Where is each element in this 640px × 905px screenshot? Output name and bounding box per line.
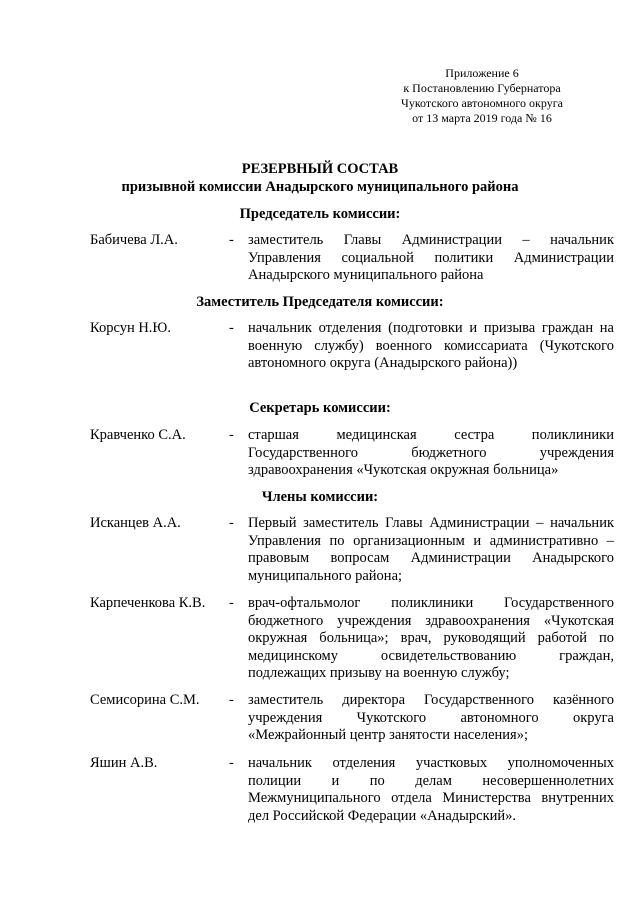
list-item [90,320,614,373]
member-position: старшая медицинская сестра поликлиники Государственного бюджетного учреждения здравоохранения «Чукотская окружная больница» [248,427,614,478]
member-position: врач-офтальмолог поликлиники Государственного бюджетного учреждения здравоохранения «Чукотская окружная больница»; врач, руководящий работой по медицинскому освидетельствованию граждан, подлежащих призыву на военную службу; [248,595,614,681]
member-position: начальник отделения (подготовки и призыва граждан на военную службу) военного комиссариата (Чукотского автономного округа (Анадырского района)) [248,320,614,371]
list-item [90,595,614,683]
list-item [90,755,614,825]
section-heading-members: Члены комиссии: [261,489,379,505]
separator-dash: - [229,232,234,248]
list-item [90,427,614,480]
list-item [90,692,614,745]
member-name: Карпеченкова К.В. [90,595,206,611]
annex-line-2: к Постановлению Губернатора [403,81,561,95]
member-position: заместитель директора Государственного казённого учреждения Чукотского автономного округа «Межрайонный центр занятости населения»; [248,692,614,743]
list-item [90,515,614,585]
member-position: заместитель Главы Администрации – начальник Управления социальной политики Администрации Анадырского муниципального района [248,232,614,283]
annex-block [352,66,612,126]
member-position: Первый заместитель Главы Администрации – начальник Управления по организационным и административно – правовым вопросам Администрации Анадырского муниципального района; [248,515,614,584]
annex-line-1: Приложение 6 [445,66,519,80]
section-heading-chairman: Председатель комиссии: [239,206,401,222]
section-heading-deputy: Заместитель Председателя комиссии: [196,294,444,310]
section-heading-secretary: Секретарь комиссии: [249,400,391,416]
member-name: Семисорина С.М. [90,692,200,708]
list-item [90,232,614,285]
separator-dash: - [229,427,234,443]
separator-dash: - [229,595,234,611]
member-name: Кравченко С.А. [90,427,186,443]
separator-dash: - [229,755,234,771]
separator-dash: - [229,692,234,708]
member-name: Бабичева Л.А. [90,232,178,248]
document-title: РЕЗЕРВНЫЙ СОСТАВ [241,161,399,177]
document-subtitle: призывной комиссии Анадырского муниципального района [121,179,519,195]
separator-dash: - [229,320,234,336]
member-name: Исканцев А.А. [90,515,181,531]
annex-line-4: от 13 марта 2019 года № 16 [412,111,552,125]
member-name: Яшин А.В. [90,755,158,771]
annex-line-3: Чукотского автономного округа [401,96,563,110]
separator-dash: - [229,515,234,531]
member-position: начальник отделения участковых уполномоченных полиции и по делам несовершеннолетних Межмуниципального отдела Министерства внутренних дел Российской Федерации «Анадырский». [248,755,614,824]
member-name: Корсун Н.Ю. [90,320,171,336]
